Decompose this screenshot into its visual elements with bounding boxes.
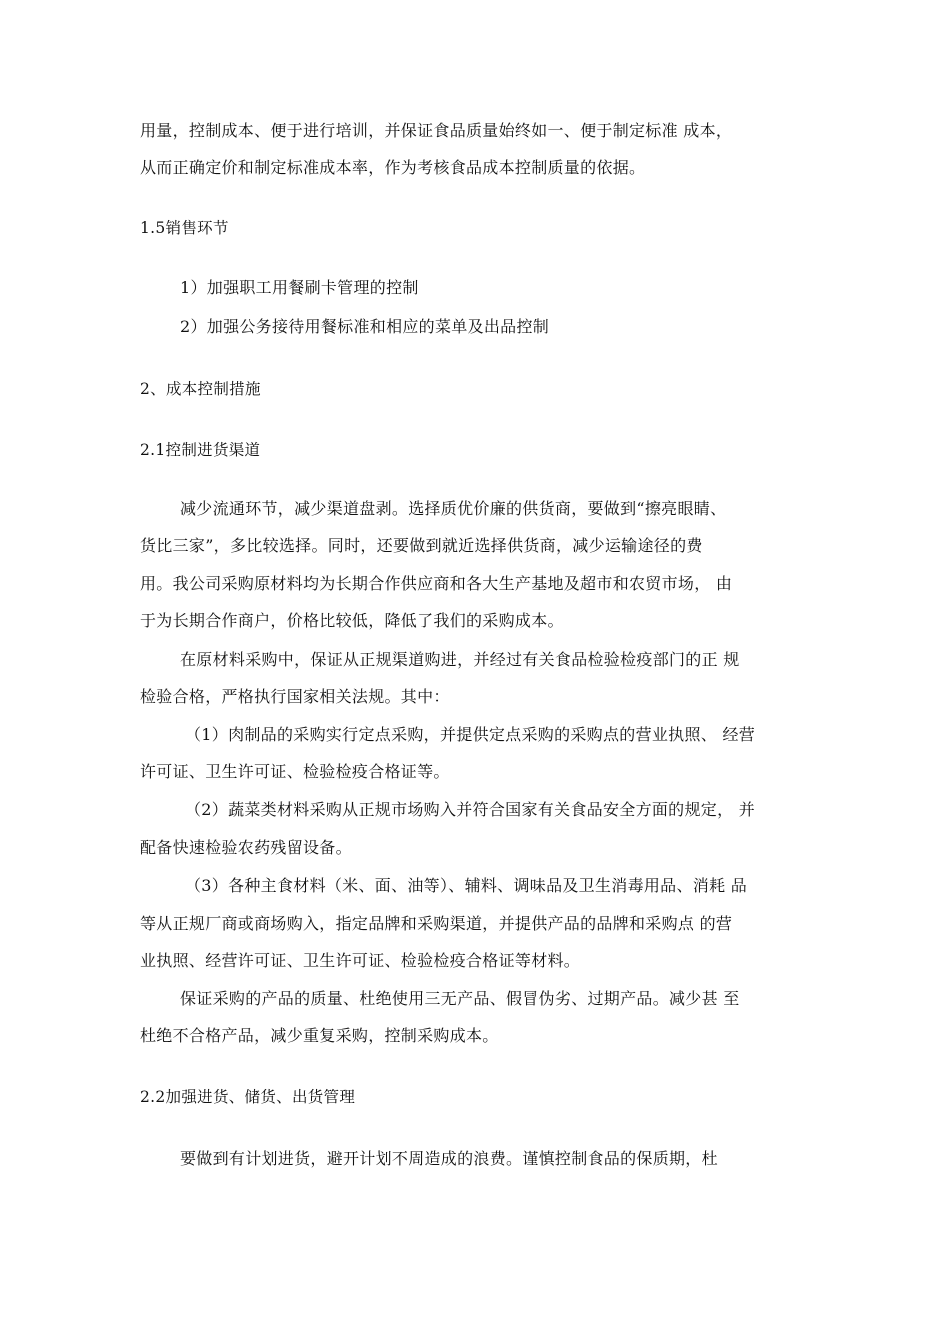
paragraph-line: 用量，控制成本、便于进行培训，并保证食品质量始终如一、便于制定标准 成本， <box>140 121 733 140</box>
paragraph-line: 保证采购的产品的质量、杜绝使用三无产品、假冒伪劣、过期产品。减少甚 至 <box>180 989 740 1008</box>
section-heading-1-5: 1.5销售环节 <box>140 219 229 237</box>
paragraph-line: 减少流通环节，减少渠道盘剥。选择质优价廉的供货商，要做到“擦亮眼睛、 <box>180 499 727 518</box>
paragraph-line: 用。我公司采购原材料均为长期合作供应商和各大生产基地及超市和农贸市场， 由 <box>140 574 733 593</box>
list-item: 1）加强职工用餐刷卡管理的控制 <box>180 278 419 297</box>
paragraph-line: 配备快速检验农药残留设备。 <box>140 838 352 857</box>
paragraph-line: 许可证、卫生许可证、检验检疫合格证等。 <box>140 762 450 781</box>
section-heading-2-2: 2.2加强进货、储货、出货管理 <box>140 1088 356 1106</box>
paragraph-line: 业执照、经营许可证、卫生许可证、检验检疫合格证等材料。 <box>140 951 581 970</box>
section-heading-2: 2、成本控制措施 <box>140 380 261 398</box>
list-item: 2）加强公务接待用餐标准和相应的菜单及出品控制 <box>180 317 550 336</box>
paragraph-line: （2）蔬菜类材料采购从正规市场购入并符合国家有关食品安全方面的规定， 并 <box>185 800 756 819</box>
paragraph-line: 要做到有计划进货，避开计划不周造成的浪费。谨慎控制食品的保质期，杜 <box>180 1149 718 1168</box>
paragraph-line: 于为长期合作商户，价格比较低，降低了我们的采购成本。 <box>140 611 564 630</box>
paragraph-line: 货比三家”，多比较选择。同时，还要做到就近选择供货商，减少运输途径的费 <box>140 536 703 555</box>
paragraph-line: （3）各种主食材料（米、面、油等）、辅料、调味品及卫生消毒用品、消耗 品 <box>185 876 748 895</box>
paragraph-line: 从而正确定价和制定标准成本率，作为考核食品成本控制质量的依据。 <box>140 158 646 177</box>
paragraph-line: 在原材料采购中，保证从正规渠道购进，并经过有关食品检验检疫部门的正 规 <box>180 650 740 669</box>
paragraph-line: （1）肉制品的采购实行定点采购，并提供定点采购的采购点的营业执照、 经营 <box>185 725 756 744</box>
paragraph-line: 杜绝不合格产品，减少重复采购，控制采购成本。 <box>140 1026 499 1045</box>
paragraph-line: 等从正规厂商或商场购入，指定品牌和采购渠道，并提供产品的品牌和采购点 的营 <box>140 914 733 933</box>
paragraph-line: 检验合格，严格执行国家相关法规。其中： <box>140 687 450 706</box>
section-heading-2-1: 2.1控制进货渠道 <box>140 441 261 459</box>
